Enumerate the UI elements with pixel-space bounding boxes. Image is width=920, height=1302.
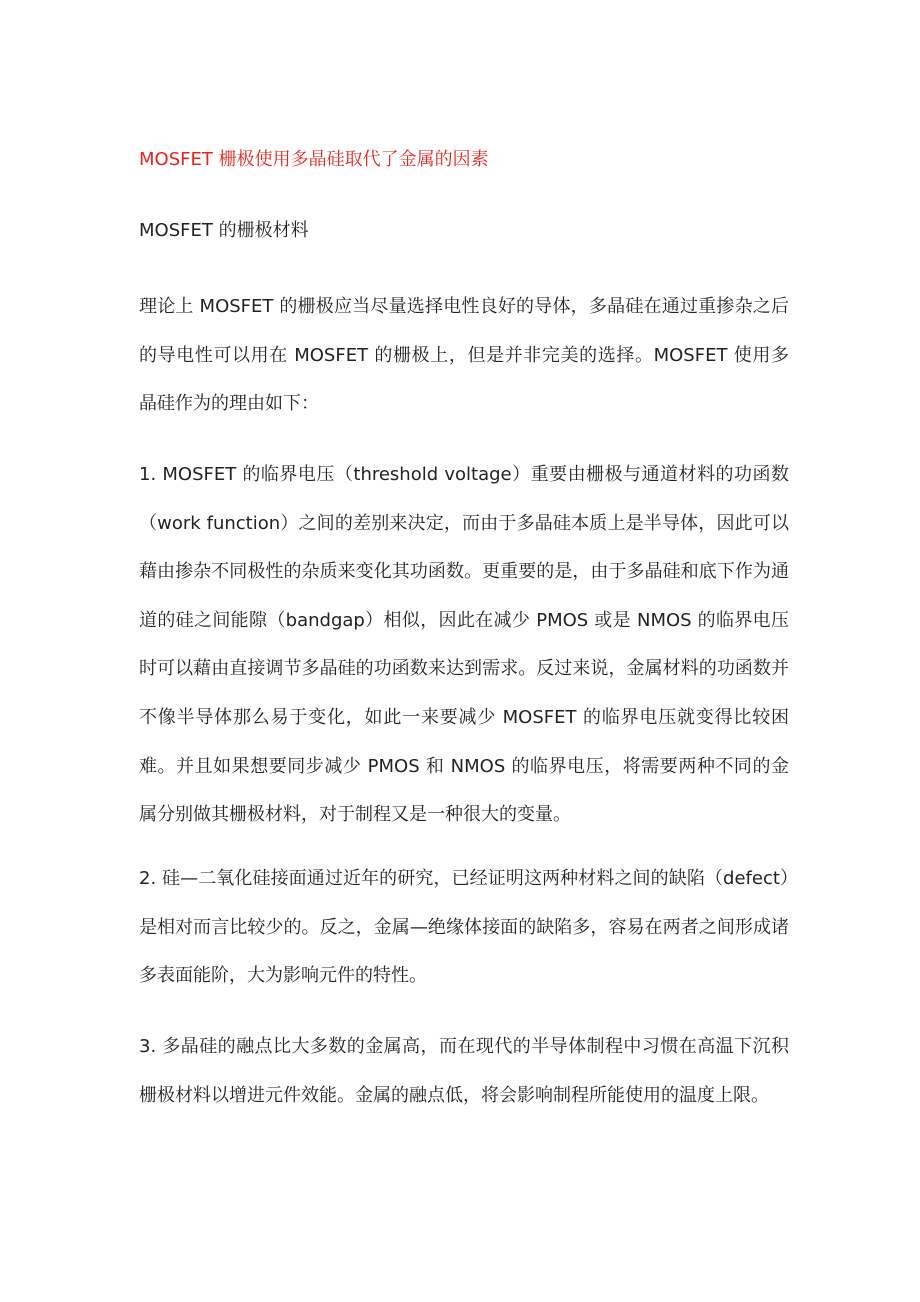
paragraph-item-3: 3. 多晶硅的融点比大多数的金属高，而在现代的半导体制程中习惯在高温下沉积栅极材料以增进元件效能。金属的融点低，将会影响制程所能使用的温度上限。 [139, 1036, 789, 1106]
section-heading: MOSFET 的栅极材料 [139, 220, 309, 241]
document-title: MOSFET 栅极使用多晶硅取代了金属的因素 [139, 149, 489, 170]
paragraph-item-1: 1. MOSFET 的临界电压（threshold voltage）重要由栅极与通道材料的功函数（work function）之间的差别来决定，而由于多晶硅本质上是半导体，因此可以藉由掺杂不同极性的杂质来变化其功函数。更重要的是，由于多晶硅和底下作为通道的硅之间能隙（bandgap）相似，因此在减少 PMOS 或是 NMOS 的临界电压时可以藉由直接调节多晶硅的功函数来达到需求。反过来说，金属材料的功函数并不像半导体那么易于变化，如此一来要减少 MOSFET 的临界电压就变得比较困难。并且如果想要同步减少 PMOS 和 NMOS 的临界电压，将需要两种不同的金属分别做其栅极材料，对于制程又是一种很大的变量。 [139, 464, 789, 826]
paragraph-intro: 理论上 MOSFET 的栅极应当尽量选择电性良好的导体，多晶硅在通过重掺杂之后的导电性可以用在 MOSFET 的栅极上，但是并非完美的选择。MOSFET 使用多晶硅作为的理由如下： [139, 296, 789, 415]
paragraph-item-2: 2. 硅—二氧化硅接面通过近年的研究，已经证明这两种材料之间的缺陷（defect）是相对而言比较少的。反之，金属—绝缘体接面的缺陷多，容易在两者之间形成诸多表面能阶，大为影响元件的特性。 [139, 868, 789, 987]
